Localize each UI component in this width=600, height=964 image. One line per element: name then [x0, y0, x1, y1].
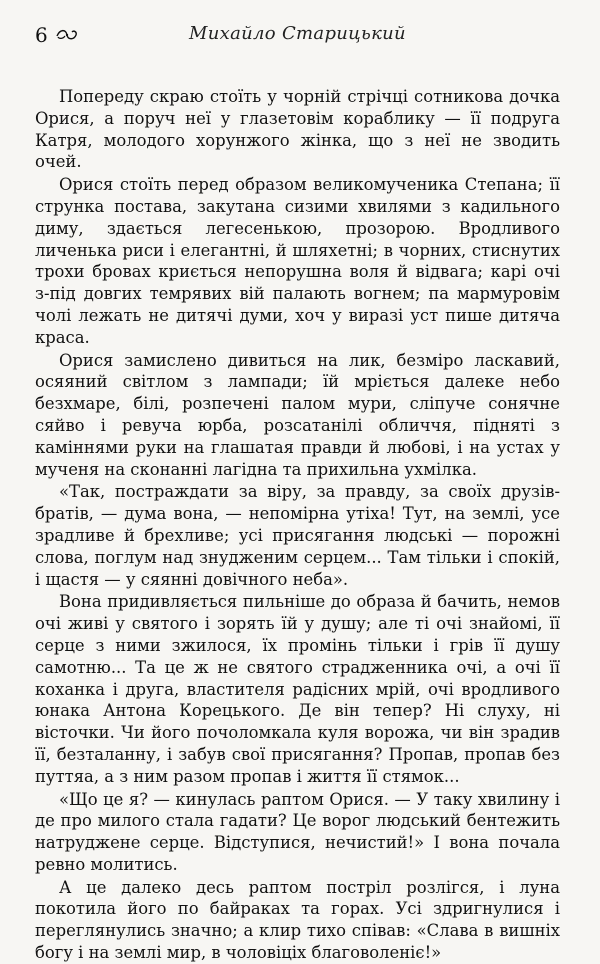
- paragraph: Орися замислено дивиться на лик, безміро ласкавий, осяяний світлом з лампади; їй мріється далеке небо безхмаре, білі, розпечені палом мури, сліпуче сонячне сяйво і ревуча юрба, розсатанілі обличчя, підняті з каміннями руки на глашатая правди й любові, і на устах у мученя на сконанні лагідна та прихильна ухмілка.: [35, 350, 560, 479]
- paragraph: А це далеко десь раптом пострiл розлігся, і луна покотила його по байраках та горах. Усі здригнулися і переглянулись значно; а клир тихо співав: «Слава в вишнiх богу і на землі мир, в чоловіцiх благоволенiє!»: [35, 877, 560, 963]
- paragraph: «Що це я? — кинулась раптом Орися. — У таку хвилину і де про милого стала гадати? Це ворог людський бентежить натруджене серце. Відступися, нечистий!» І вона почала ревно молитись.: [35, 789, 560, 874]
- paragraph: Попереду скраю стоїть у чорній стрічці сотникова дочка Орися, а поруч неї у глазетовім кораблику — її подруга Катря, молодого хорунжого жінка, що з неї не зводить очей.: [35, 87, 560, 172]
- page-number: 6: [35, 23, 48, 47]
- paragraph: «Так, постраждати за віру, за правду, за своїх друзів-братів, — дума вона, — непомірна утіха! Тут, на землі, усе зрадливе й брехливе; усі присягання людські — порожні слова, поглум над знудженим серцем... Там тільки і спокій, і щастя — у сяянні довічного неба».: [35, 482, 560, 589]
- running-title: Михайло Старицький: [189, 23, 406, 44]
- page-header: [35, 22, 560, 50]
- body-text: [35, 86, 560, 964]
- paragraph: Вона придивляється пильніше до образа й бачить, немов очі живі у святого і зорять їй у душу; але ті очі знайомі, її серце з ними зжилося, їх промінь тільки і грів її душу самотню... Та це ж не святого страдженника очі, а очі її коханка і друга, властителя радісних мрій, очі вродливого юнака Антона Корецького. Де він тепер? Ні слуху, ні вісточки. Чи його почоломкала куля ворожа, чи він зрадив її, безталанну, і забув свої присягання? Пропав, пропав без путтяa, а з ним разом пропав і життя її стямок...: [35, 592, 560, 786]
- paragraph: Орися стоїть перед образом великомученика Степана; її струнка постава, закутана сизими хвилями з кадильного диму, здається легесенькою, прозорою. Вродливого личенька риси і елегантні, й шляхетні; в чорних, стиснутих трохи бровах криється непорушна воля й відвага; карі очі з-під довгих темрявих вій палають вогнем; па мармуровім чолі лежать не дитячі думи, хоч у виразі уст пише дитяча краса.: [35, 175, 560, 347]
